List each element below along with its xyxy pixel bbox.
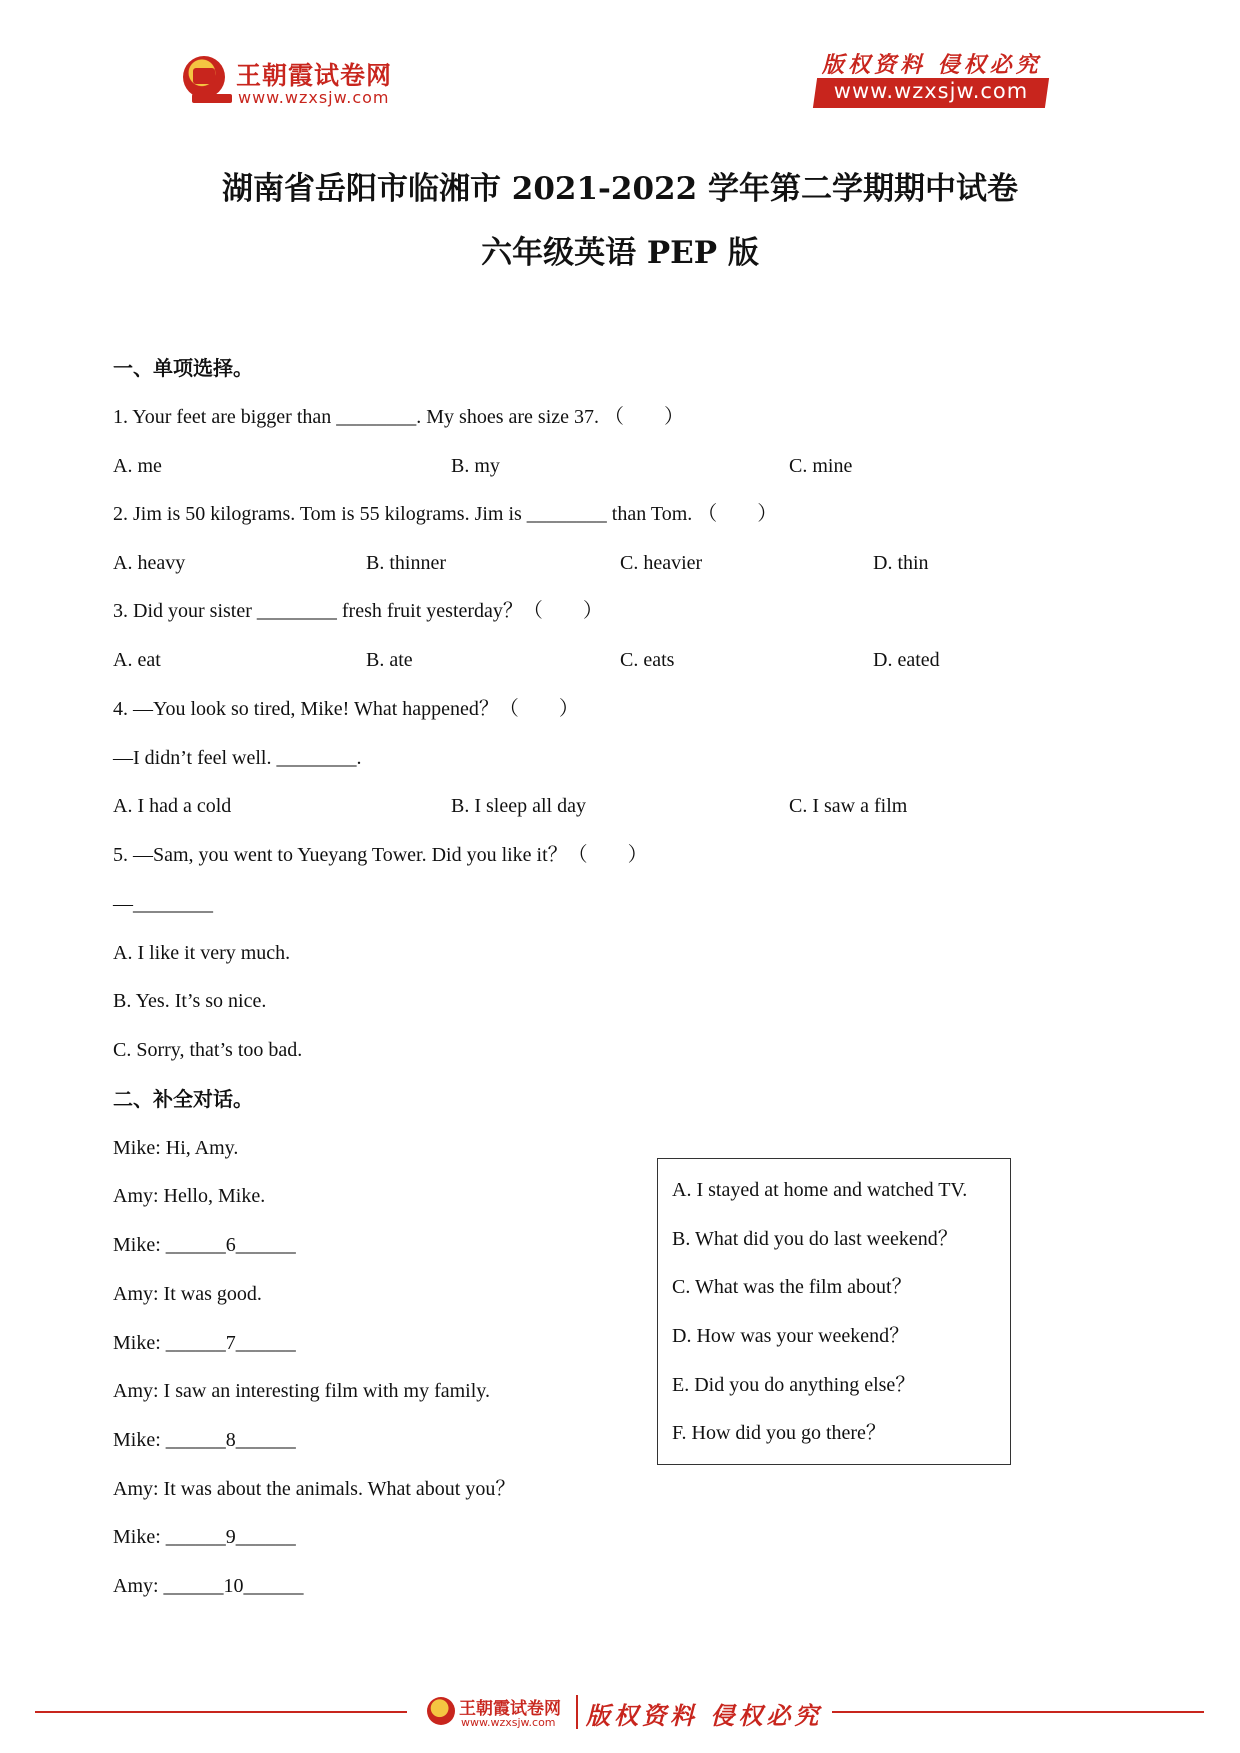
q5-option-a: A. I like it very much. bbox=[113, 942, 291, 964]
q3-option-a: A. eat bbox=[113, 649, 161, 671]
footer-rule-right bbox=[832, 1711, 1204, 1713]
q2-option-c: C. heavier bbox=[620, 552, 703, 574]
dialogue-line: Amy: I saw an interesting film with my family. bbox=[113, 1380, 490, 1402]
q4-option-a: A. I had a cold bbox=[113, 795, 232, 817]
box-option: E. Did you do anything else？ bbox=[672, 1374, 916, 1396]
dialogue-line: Mike: ______8______ bbox=[113, 1429, 296, 1451]
box-option: C. What was the film about？ bbox=[672, 1276, 912, 1298]
box-option: F. How did you go there？ bbox=[672, 1422, 886, 1444]
box-option: D. How was your weekend？ bbox=[672, 1325, 910, 1347]
q3-option-b: B. ate bbox=[366, 649, 413, 671]
footer-copyright: 版权资料 侵权必究 bbox=[586, 1701, 823, 1730]
q1-option-c: C. mine bbox=[789, 455, 853, 477]
footer-logo-name: 王朝霞试卷网 bbox=[459, 1699, 561, 1719]
section1-heading: 一、单项选择。 bbox=[113, 356, 253, 380]
q2-option-d: D. thin bbox=[873, 552, 929, 574]
footer-logo-icon bbox=[427, 1697, 455, 1725]
q4-stem-2: —I didn’t feel well. ________. bbox=[113, 747, 362, 769]
q2-option-a: A. heavy bbox=[113, 552, 186, 574]
q5-stem-2: —________ bbox=[113, 893, 213, 915]
dialogue-line: Mike: ______6______ bbox=[113, 1234, 296, 1256]
q3-stem: 3. Did your sister ________ fresh fruit yesterday？（ ） bbox=[113, 600, 603, 622]
q5-option-c: C. Sorry, that’s too bad. bbox=[113, 1039, 303, 1061]
logo-ribbon bbox=[192, 94, 232, 103]
exam-subtitle: 六年级英语 PEP 版 bbox=[481, 235, 759, 271]
q5-option-b: B. Yes. It’s so nice. bbox=[113, 990, 267, 1012]
dialogue-line: Amy: ______10______ bbox=[113, 1575, 304, 1597]
q5-stem: 5. —Sam, you went to Yueyang Tower. Did you like it？（ ） bbox=[113, 844, 648, 866]
logo-seal-icon bbox=[183, 56, 225, 98]
dialogue-line: Mike: Hi, Amy. bbox=[113, 1137, 239, 1159]
section2-heading: 二、补全对话。 bbox=[113, 1087, 253, 1111]
footer-logo-url: www.wzxsjw.com bbox=[461, 1716, 556, 1729]
options-box bbox=[657, 1158, 1011, 1465]
box-option: B. What did you do last weekend？ bbox=[672, 1228, 958, 1250]
q2-option-b: B. thinner bbox=[366, 552, 446, 574]
q3-option-d: D. eated bbox=[873, 649, 940, 671]
exam-title: 湖南省岳阳市临湘市 2021-2022 学年第二学期期中试卷 bbox=[221, 171, 1018, 207]
dialogue-line: Mike: ______9______ bbox=[113, 1526, 296, 1548]
q1-option-a: A. me bbox=[113, 455, 162, 477]
q1-option-b: B. my bbox=[451, 455, 500, 477]
footer-divider bbox=[576, 1695, 578, 1729]
q3-option-c: C. eats bbox=[620, 649, 675, 671]
url-banner-text: www.wzxsjw.com bbox=[833, 79, 1029, 103]
logo-name: 王朝霞试卷网 bbox=[236, 61, 393, 90]
q2-stem: 2. Jim is 50 kilograms. Tom is 55 kilograms. Jim is ________ than Tom. （ ） bbox=[113, 503, 778, 525]
q4-option-b: B. I sleep all day bbox=[451, 795, 586, 817]
dialogue-line: Amy: It was about the animals. What about you？ bbox=[113, 1478, 516, 1500]
q4-option-c: C. I saw a film bbox=[789, 795, 908, 817]
dialogue-line: Mike: ______7______ bbox=[113, 1332, 296, 1354]
dialogue-line: Amy: Hello, Mike. bbox=[113, 1185, 266, 1207]
q4-stem: 4. —You look so tired, Mike! What happened？（ ） bbox=[113, 698, 579, 720]
footer-rule-left bbox=[35, 1711, 407, 1713]
dialogue-line: Amy: It was good. bbox=[113, 1283, 262, 1305]
box-option: A. I stayed at home and watched TV. bbox=[672, 1179, 968, 1201]
q1-stem: 1. Your feet are bigger than ________. My shoes are size 37. （ ） bbox=[113, 406, 685, 428]
logo-url: www.wzxsjw.com bbox=[238, 88, 390, 107]
copyright-notice: 版权资料 侵权必究 bbox=[822, 52, 1042, 78]
